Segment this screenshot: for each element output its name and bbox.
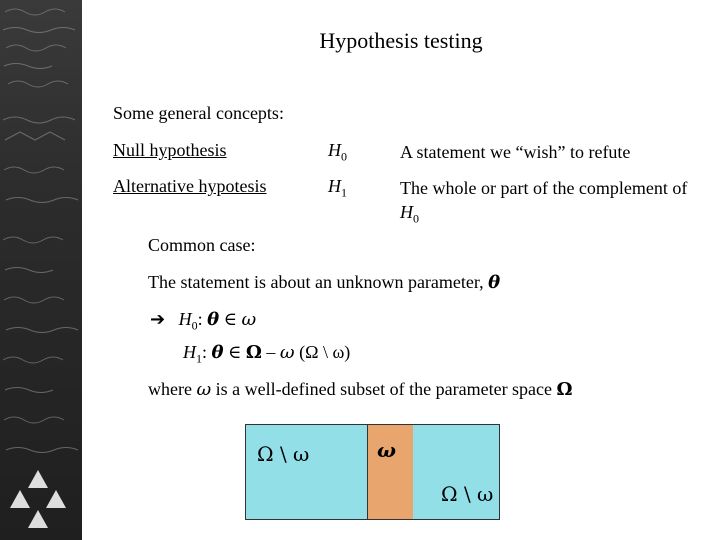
page-title: Hypothesis testing [319,28,483,53]
handwriting-decoration [0,0,82,540]
decorative-side-strip [0,0,82,540]
emblem-icon [10,470,66,528]
common-case-heading: Common case: [148,235,256,255]
complement-region-left [245,424,368,520]
alternative-hypothesis-term: Alternative hypotesis [113,176,267,196]
omega-label: ω [377,438,397,462]
alternative-hypothesis-description: The whole or part of the complement of $H_0$ [400,178,688,226]
subset-definition: where ω is a well-defined subset of the parameter space Ω [148,379,573,400]
complement-label-left: Ω \ ω [257,442,310,466]
arrow-icon: ➔ [150,309,166,330]
parameter-space-diagram [245,424,501,520]
intro-text: Some general concepts: [113,103,284,123]
alternative-hypothesis-formula: $H_1$: θ ∈ Ω – ω (Ω \ ω) [183,342,351,366]
null-hypothesis-description: A statement we “wish” to refute [400,142,631,162]
null-hypothesis-symbol: $H_0$ [328,140,347,164]
null-hypothesis-term: Null hypothesis [113,140,227,160]
complement-label-right: Ω \ ω [441,482,494,506]
alternative-hypothesis-symbol: $H_1$ [328,176,347,200]
null-hypothesis-formula: ➔ $H_0$: θ ∈ ω [150,309,257,333]
statement-line: The statement is about an unknown parameter, θ [148,272,501,293]
